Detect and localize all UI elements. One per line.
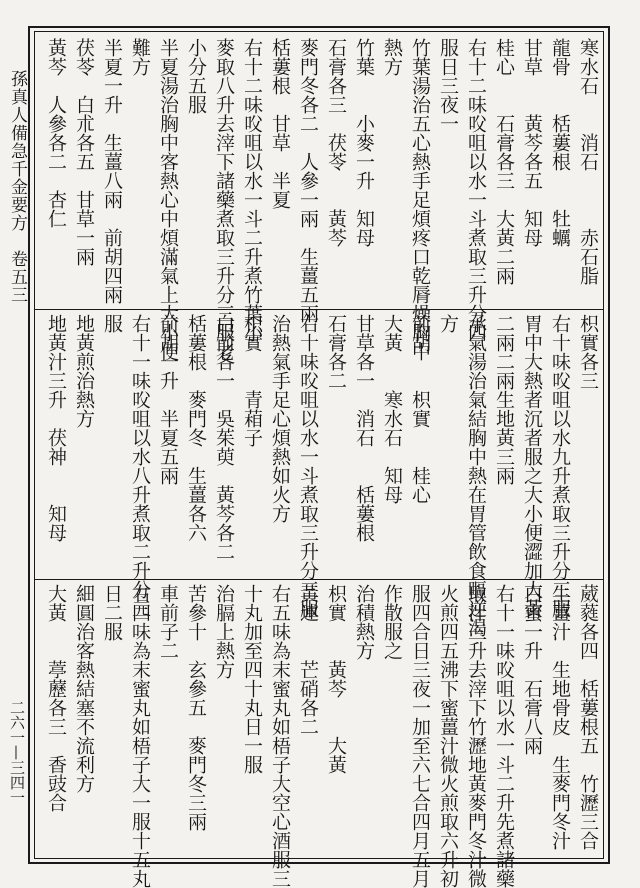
text-column: 作散服之 xyxy=(381,584,403,660)
text-column: 日二服 xyxy=(101,584,123,641)
text-column: 右十二味㕮咀以水一斗二升煮竹葉小 xyxy=(241,38,263,342)
text-column: 取汁三升去滓下竹瀝地黃麥門冬汁微 xyxy=(465,584,487,888)
text-column: 治積熱方 xyxy=(353,584,375,660)
text-column: 白前各一 吳茱萸 黃芩各二 xyxy=(213,314,235,561)
text-column: 十丸加至四十丸日一服 xyxy=(241,584,263,774)
text-column: 半夏一升 生薑八兩 前胡四兩 xyxy=(101,38,123,304)
text-column: 胃中大熱者沉者服之大小便澀加大黃 xyxy=(521,314,543,618)
page-number-margin: 二六一—三四一 xyxy=(8,700,26,805)
text-column: 生薑汁 生地骨皮 生麥門冬汁 xyxy=(549,584,571,850)
text-column: 熱方 xyxy=(381,38,403,76)
text-column: 枳實各三 xyxy=(577,314,599,390)
text-column: 地黃汁三升 茯神 知母 xyxy=(45,314,67,542)
text-column: 二兩二兩生地黃三兩 xyxy=(493,314,515,485)
text-column: 細圓治客熱結塞不流利方 xyxy=(73,584,95,793)
text-column: 麥門冬各二 人參一兩 生薑五兩 xyxy=(297,38,319,323)
text-column: 服日三夜一 xyxy=(437,38,459,133)
text-column: 地黃煎治熱方 xyxy=(73,314,95,428)
text-column: 黃連 芒硝各二 xyxy=(297,584,319,736)
text-column: 龍骨 栝蔞根 牡蠣 xyxy=(549,38,571,247)
text-column: 竹葉 小麥一升 知母 xyxy=(353,38,375,247)
text-column: 甘草 黃芩各五 知母 xyxy=(521,38,543,247)
text-section-3 xyxy=(40,584,600,888)
text-column: 葳蕤各四 栝蔞根五 竹瀝三合 xyxy=(577,584,599,850)
text-column: 方 xyxy=(437,314,459,333)
text-column: 服 xyxy=(101,314,123,333)
text-column: 右五味為末蜜丸如梧子大空心酒服三 xyxy=(269,584,291,888)
text-column: 右十一味㕮咀以水八升煮取二升分三 xyxy=(129,314,151,618)
text-column: 右十味㕮咀以水九升煮取三升分三服 xyxy=(549,314,571,618)
text-column: 半夏湯治胸中客熱心中煩滿氣上大小便 xyxy=(157,38,179,361)
text-column: 火煎四五沸下蜜薑汁微火煎取六升初 xyxy=(437,584,459,888)
text-column: 治膈上熱方 xyxy=(213,584,235,679)
text-column: 服四合日三夜一加至六七合四月五月 xyxy=(409,584,431,888)
text-column: 黃芩 人參各二 杏仁 xyxy=(45,38,67,228)
text-column: 麥取八升去滓下諸藥煮取三升分三服老 xyxy=(213,38,235,361)
text-column: 前胡一升 半夏五兩 xyxy=(157,314,179,485)
text-column: 栝蔞根 甘草 半夏 xyxy=(269,38,291,209)
text-column: 桂心 石膏各三 大黃二兩 xyxy=(493,38,515,285)
text-column: 前胡 枳實 桂心 xyxy=(409,314,431,504)
text-column: 白蜜一升 石膏八兩 xyxy=(521,584,543,755)
text-column: 承氣湯治氣結胸中熱在胃管飲食嘔逆渴 xyxy=(465,314,487,637)
text-column: 寒水石 消石 赤石脂 xyxy=(577,38,599,285)
text-column: 車前子二 xyxy=(157,584,179,660)
text-column: 苦參十 玄參五 麥門冬三兩 xyxy=(185,584,207,831)
text-column: 右十一味㕮咀以水一斗二升先煮諸藥 xyxy=(493,584,515,888)
text-column: 治熱氣手足心煩熱如火方 xyxy=(269,314,291,523)
text-column: 右十味㕮咀以水一斗煮取三升分三服 xyxy=(297,314,319,618)
text-column: 竹葉湯治五心熱手足煩疼口乾脣燥胸中 xyxy=(409,38,431,361)
text-column: 茯苓 白朮各五 甘草一兩 xyxy=(73,38,95,266)
book-title-margin: 孫真人備急千金要方 卷五三 xyxy=(7,70,27,304)
text-column: 石膏各三 茯苓 黃芩 xyxy=(325,38,347,247)
text-column: 大黃 葶藶各三 香豉合 xyxy=(45,584,67,812)
text-column: 右十二味㕮咀以水一斗煮取三升分四 xyxy=(465,38,487,342)
text-column: 難方 xyxy=(129,38,151,76)
text-column: 右四味為末蜜丸如梧子大一服十五丸 xyxy=(129,584,151,888)
text-column: 大黃 寒水石 知母 xyxy=(381,314,403,504)
text-column: 枳實 黃芩 大黃 xyxy=(325,584,347,774)
text-column: 小分五服 xyxy=(185,38,207,114)
text-column: 栝蔞根 麥門冬 生薑各六 xyxy=(185,314,207,542)
text-column: 石膏各二 xyxy=(325,314,347,390)
text-column: 甘草各一 消石 栝蔞根 xyxy=(353,314,375,542)
text-column: 枳實 青葙子 xyxy=(241,314,263,447)
